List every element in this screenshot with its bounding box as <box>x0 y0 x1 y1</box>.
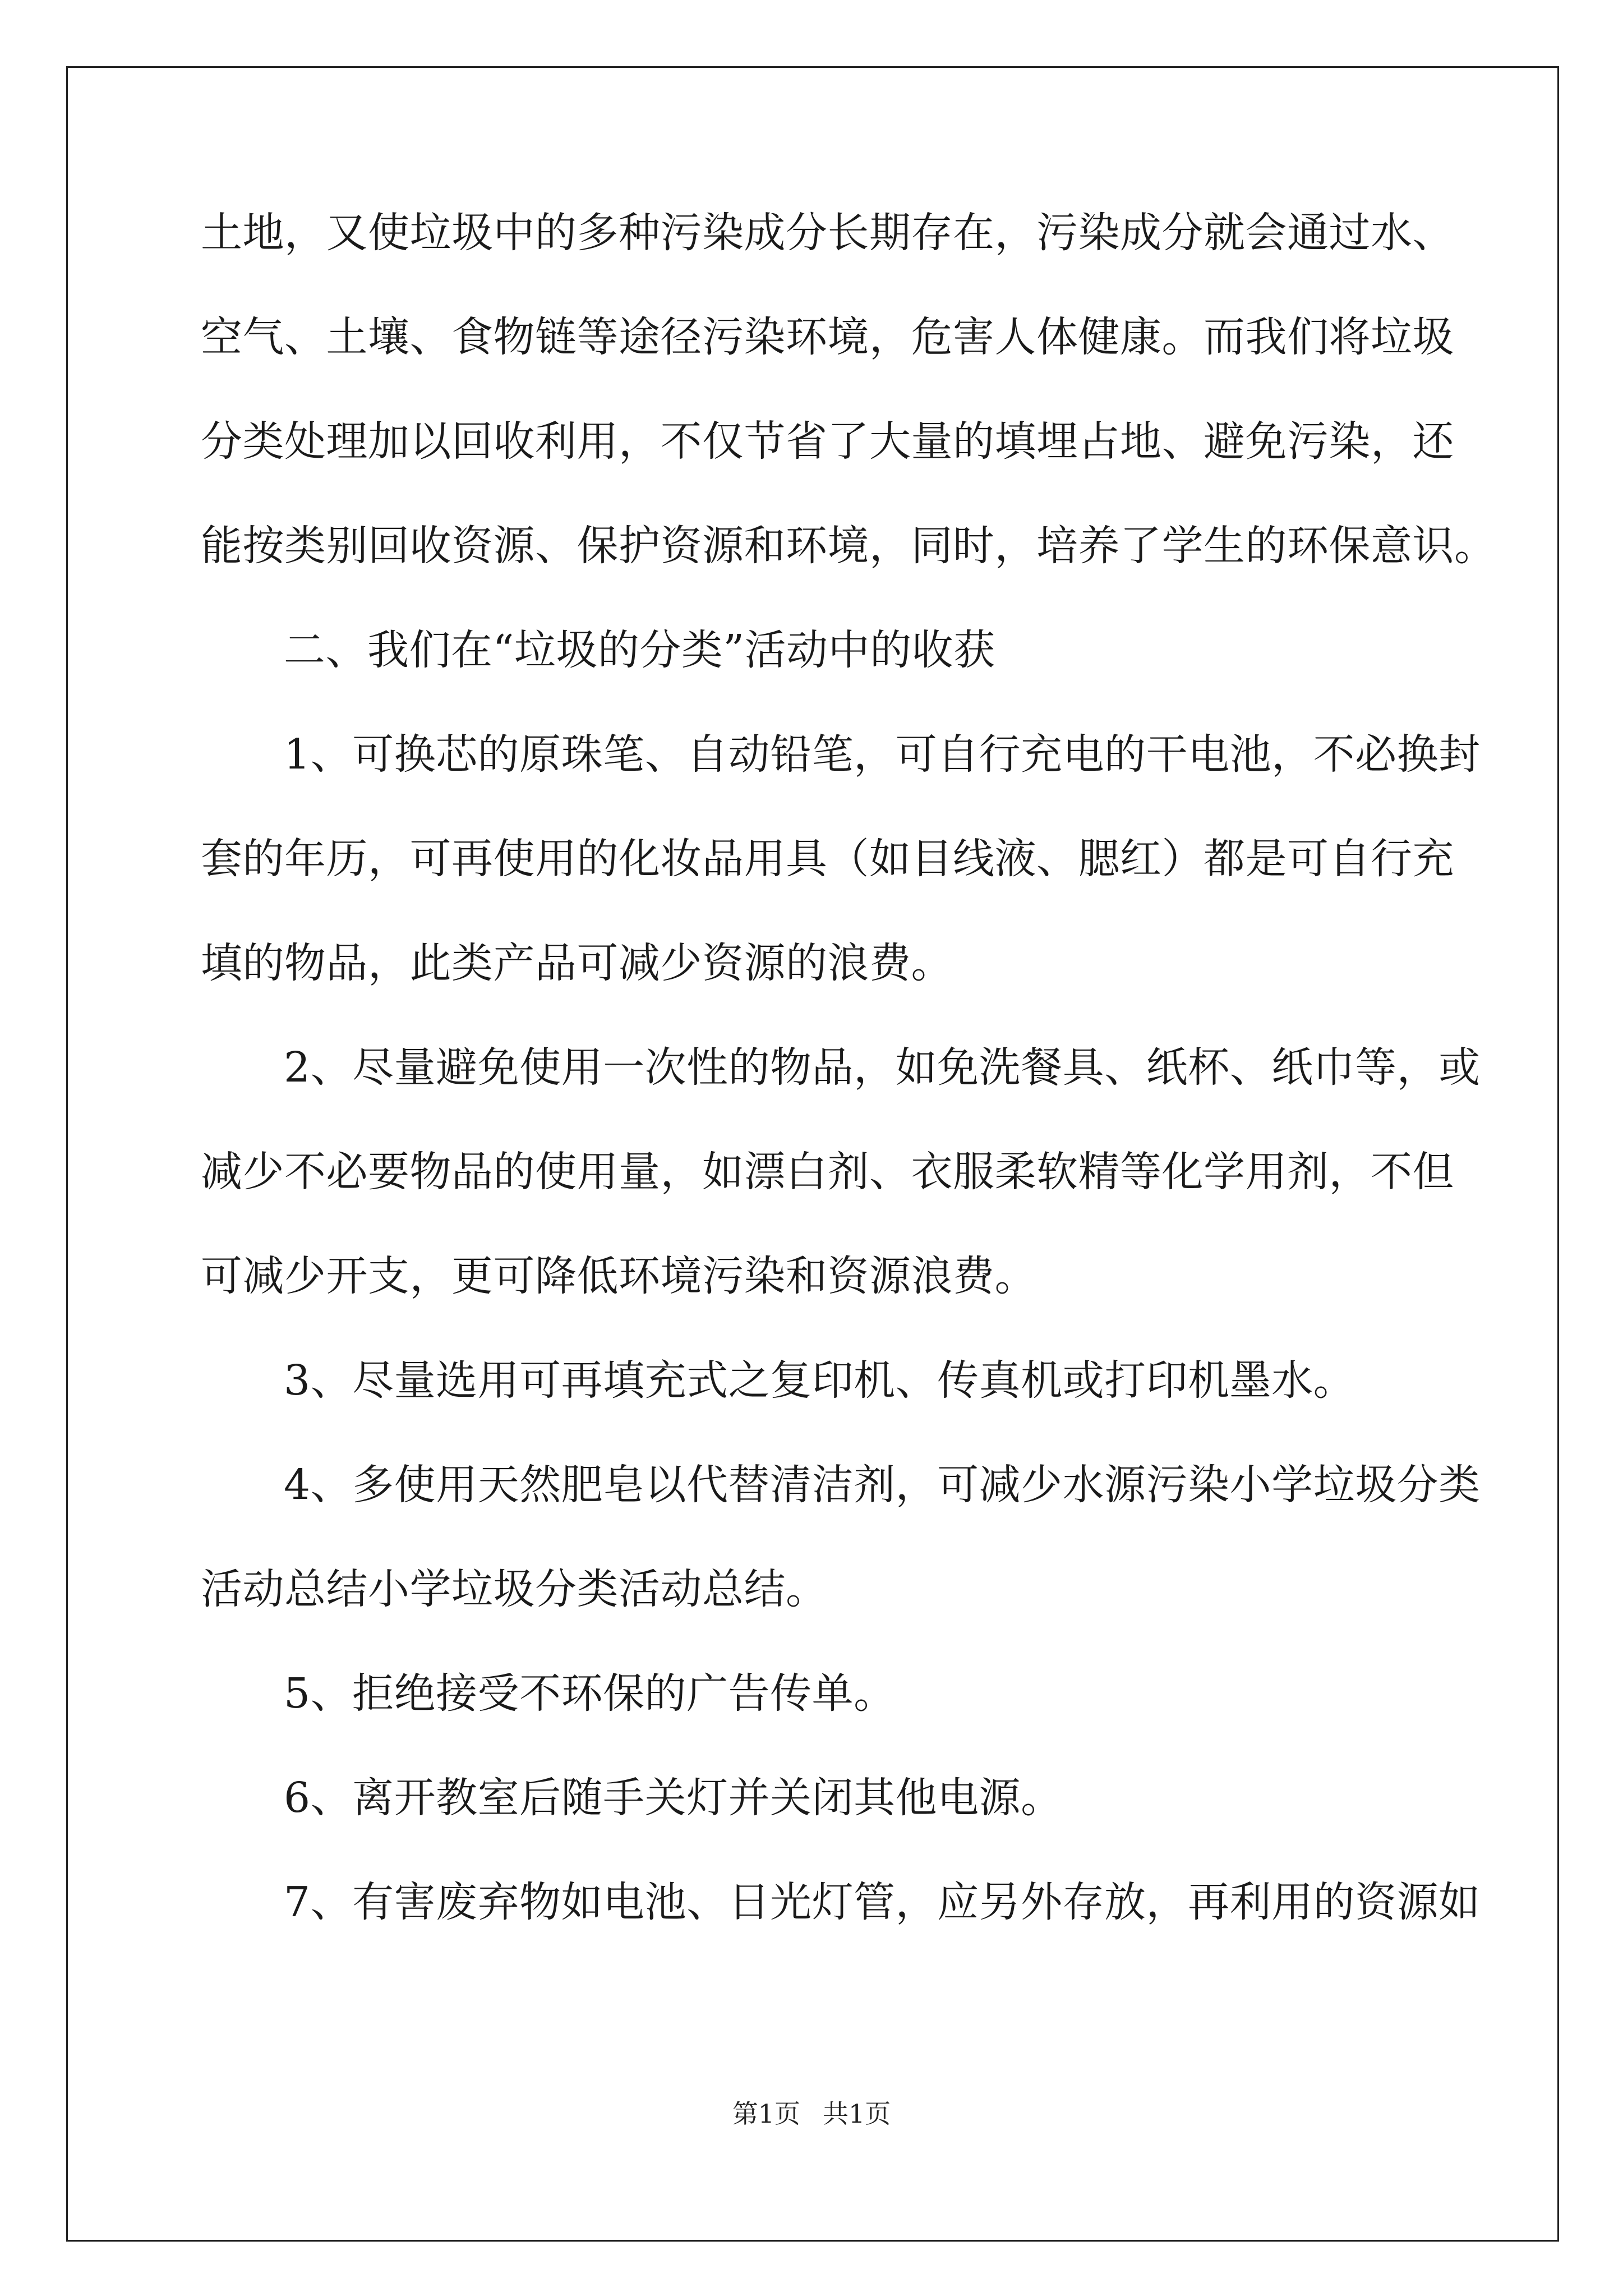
list-item-1-line-1: 1、可换芯的原珠笔、自动铅笔，可自行充电的干电池，不必换封 <box>284 730 1481 779</box>
section-heading: 二、我们在“垃圾的分类”活动中的收获 <box>284 626 995 674</box>
list-item-2-line-1: 2、尽量避免使用一次性的物品，如免洗餐具、纸杯、纸巾等，或 <box>284 1043 1481 1092</box>
list-item-3: 3、尽量选用可再填充式之复印机、传真机或打印机墨水。 <box>284 1356 1355 1405</box>
list-item-2-line-3: 可减少开支，更可降低环境污染和资源浪费。 <box>201 1252 1036 1300</box>
list-item-6: 6、离开教室后随手关灯并关闭其他电源。 <box>284 1774 1063 1822</box>
list-item-4-line-2: 活动总结小学垃圾分类活动总结。 <box>201 1565 828 1613</box>
list-item-7-line-1: 7、有害废弃物如电池、日光灯管，应另外存放，再利用的资源如 <box>284 1878 1481 1926</box>
list-item-2-line-2: 减少不必要物品的使用量，如漂白剂、衣服柔软精等化学用剂，不但 <box>201 1148 1454 1196</box>
list-item-4-line-1: 4、多使用天然肥皂以代替清洁剂，可减少水源污染小学垃圾分类 <box>284 1461 1481 1509</box>
list-item-1-line-3: 填的物品，此类产品可减少资源的浪费。 <box>201 939 953 987</box>
page-number: 第1页 <box>732 2099 800 2129</box>
text-line: 能按类别回收资源、保护资源和环境，同时，培养了学生的环保意识。 <box>201 522 1496 570</box>
list-item-1-line-2: 套的年历，可再使用的化妆品用具（如目线液、腮红）都是可自行充 <box>201 835 1454 883</box>
page-footer <box>0 2098 1623 2129</box>
text-line: 空气、土壤、食物链等途径污染环境，危害人体健康。而我们将垃圾 <box>201 313 1454 361</box>
list-item-5: 5、拒绝接受不环保的广告传单。 <box>284 1669 896 1718</box>
text-line: 土地，又使垃圾中的多种污染成分长期存在，污染成分就会通过水、 <box>201 209 1454 257</box>
page-total: 共1页 <box>823 2099 891 2129</box>
text-line: 分类处理加以回收利用，不仅节省了大量的填埋占地、避免污染，还 <box>201 417 1454 466</box>
